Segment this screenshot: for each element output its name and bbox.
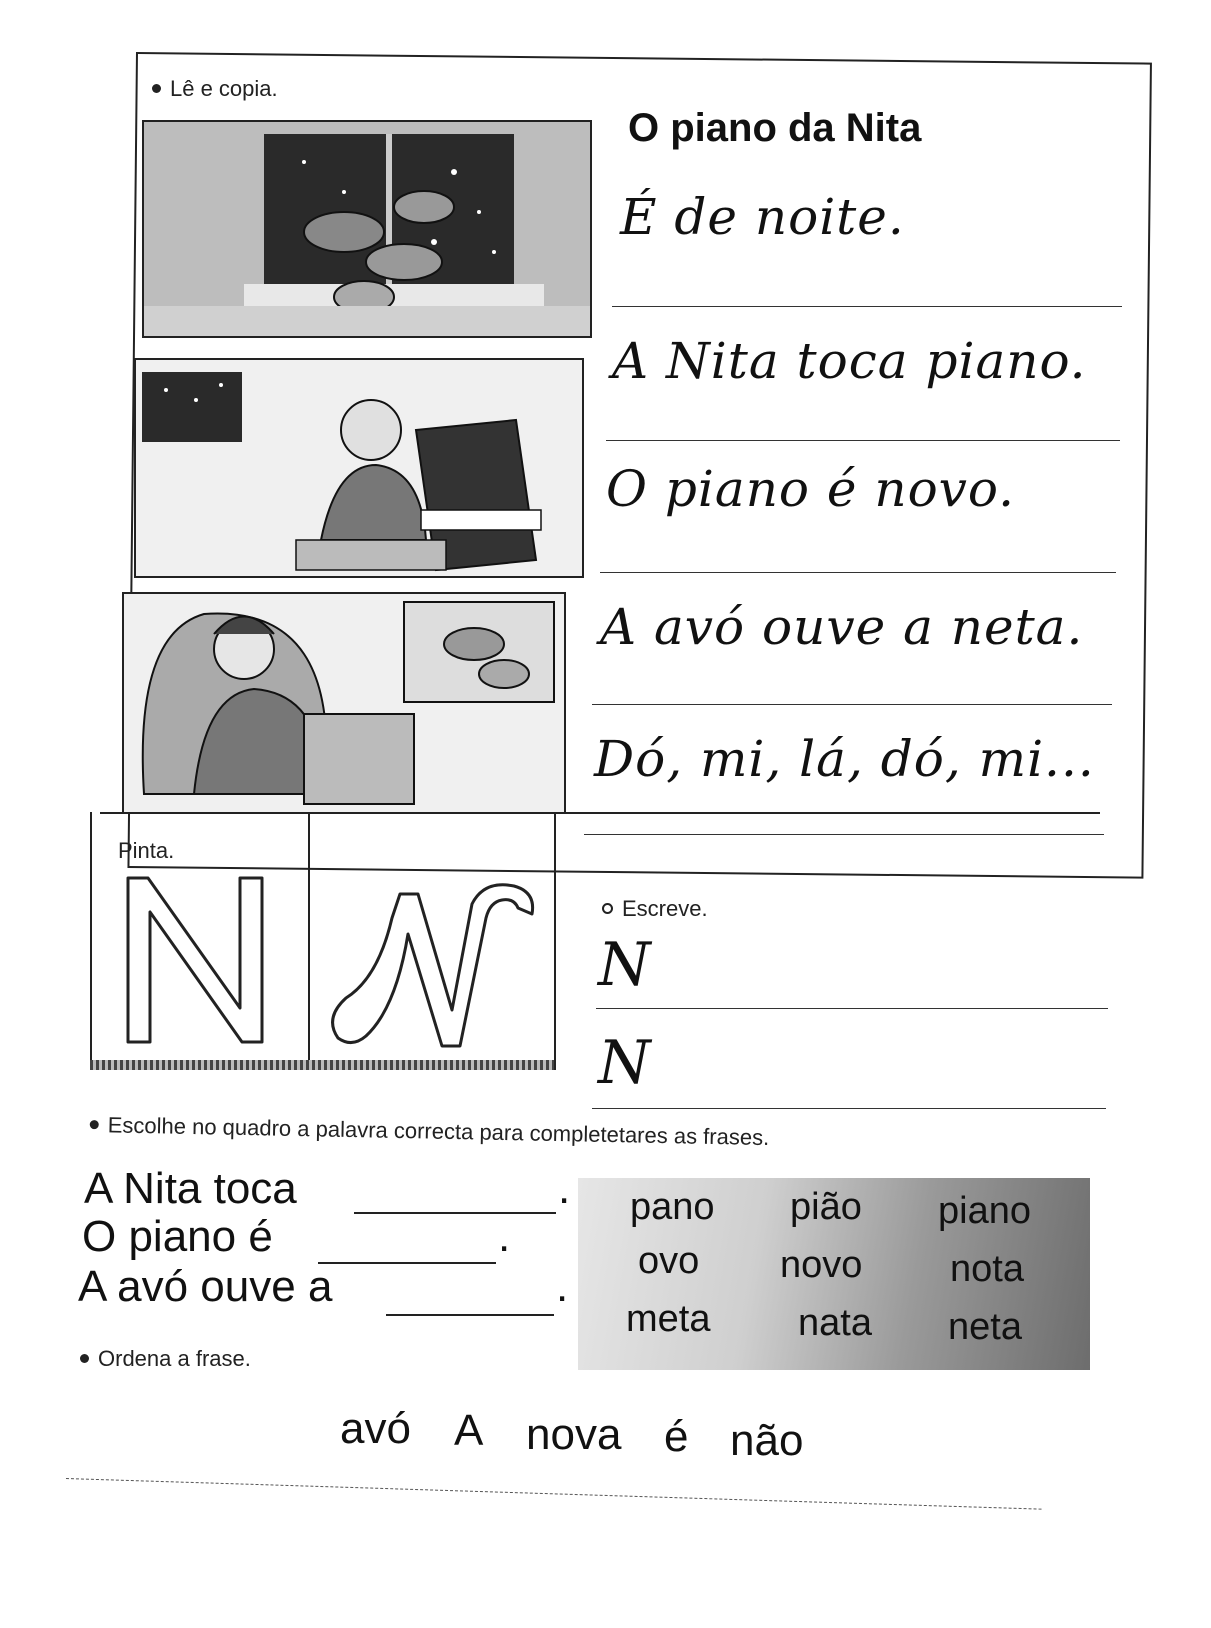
copy-line-5[interactable] — [584, 834, 1104, 835]
illustration-night-window — [142, 120, 592, 338]
word-option[interactable]: pião — [790, 1186, 862, 1228]
fill-blank-3[interactable] — [386, 1314, 554, 1316]
outline-letter-cursive-n[interactable] — [322, 878, 542, 1058]
scrambled-word[interactable]: nova — [526, 1410, 622, 1459]
grandmother-drawing — [124, 594, 564, 812]
scrambled-word[interactable]: avó — [340, 1404, 411, 1453]
cursive-sentence-1: É de noite. — [620, 188, 905, 246]
write-letter-2: N — [598, 1028, 652, 1098]
bullet-icon — [90, 1120, 99, 1129]
page-title: O piano da Nita — [628, 106, 922, 150]
copy-line-4[interactable] — [592, 704, 1112, 705]
fill-end-3: . — [556, 1262, 569, 1311]
illustration-grandmother-armchair — [122, 592, 566, 814]
night-window-drawing — [144, 122, 590, 336]
cursive-sentence-2: A Nita toca piano. — [612, 332, 1087, 390]
fill-sentence-2: O piano é — [82, 1212, 273, 1261]
paint-instruction: Pinta. — [118, 838, 175, 863]
paint-box-divider — [308, 812, 310, 1068]
illustration-girl-piano — [134, 358, 584, 578]
copy-line-2[interactable] — [606, 440, 1120, 441]
cursive-sentence-4: A avó ouve a neta. — [600, 598, 1084, 656]
copy-line-1[interactable] — [612, 306, 1122, 307]
bullet-icon — [80, 1354, 89, 1363]
choose-instruction: Escolhe no quadro a palavra correcta para completetares as frases. — [90, 1112, 770, 1151]
write-line-2[interactable] — [592, 1108, 1106, 1109]
copy-line-3[interactable] — [600, 572, 1116, 573]
write-line-1[interactable] — [596, 1008, 1108, 1009]
write-letter-1: N — [598, 930, 652, 1000]
paint-box-bottom-shade — [90, 1060, 554, 1070]
fill-end-2: . — [498, 1212, 511, 1261]
cursive-sentence-5: Dó, mi, lá, dó, mi... — [594, 730, 1095, 788]
bullet-icon — [602, 903, 613, 914]
word-option[interactable]: pano — [630, 1186, 715, 1228]
word-option[interactable]: neta — [948, 1306, 1022, 1348]
scrambled-word[interactable]: é — [664, 1412, 689, 1461]
fill-sentence-1: A Nita toca — [84, 1164, 297, 1213]
word-option[interactable]: novo — [780, 1244, 863, 1286]
girl-piano-drawing — [136, 360, 582, 576]
word-box — [578, 1178, 1090, 1370]
fill-blank-2[interactable] — [318, 1262, 496, 1264]
write-instruction: Escreve. — [602, 896, 708, 922]
word-option[interactable]: nota — [950, 1248, 1024, 1290]
answer-line[interactable] — [66, 1478, 1042, 1510]
fill-blank-1[interactable] — [354, 1212, 556, 1214]
outline-letter-print-n[interactable] — [122, 870, 272, 1050]
fill-sentence-3: A avó ouve a — [78, 1262, 333, 1311]
word-option[interactable]: nata — [798, 1302, 872, 1344]
word-option[interactable]: ovo — [638, 1240, 700, 1282]
read-copy-instruction: Lê e copia. — [152, 76, 278, 102]
word-option[interactable]: piano — [938, 1190, 1031, 1232]
bullet-icon — [152, 84, 161, 93]
scrambled-word[interactable]: A — [454, 1406, 484, 1455]
fill-end-1: . — [558, 1164, 571, 1213]
order-instruction: Ordena a frase. — [80, 1346, 251, 1372]
word-option[interactable]: meta — [626, 1298, 711, 1340]
scrambled-word[interactable]: não — [730, 1416, 804, 1465]
cursive-sentence-3: O piano é novo. — [606, 460, 1016, 518]
